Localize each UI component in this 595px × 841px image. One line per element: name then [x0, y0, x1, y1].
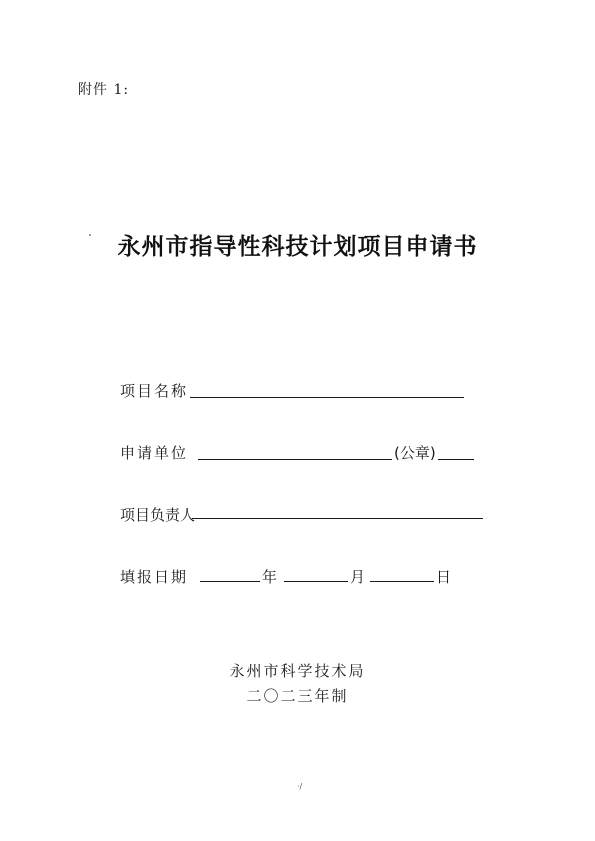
fill-date-label: 填报日期: [120, 568, 189, 586]
day-field[interactable]: [370, 581, 434, 582]
seal-note: (公章): [394, 444, 436, 462]
month-unit: 月: [350, 568, 366, 586]
day-unit: 日: [436, 568, 452, 586]
made-in-year: 二〇二三年制: [246, 687, 349, 705]
month-field[interactable]: [284, 581, 348, 582]
attachment-label: 附件 1:: [78, 82, 130, 98]
project-leader-label: 项目负责人: [120, 506, 196, 524]
issuer-name: 永州市科学技术局: [229, 662, 366, 680]
year-unit: 年: [262, 568, 278, 586]
applicant-unit-label: 申请单位: [120, 444, 189, 462]
footer-mark: ·/: [297, 782, 303, 791]
project-name-field[interactable]: [190, 397, 464, 398]
project-leader-field[interactable]: [192, 518, 483, 519]
document-title: 永州市指导性科技计划项目申请书: [117, 234, 478, 260]
year-field[interactable]: [200, 581, 260, 582]
project-name-label: 项目名称: [120, 382, 189, 400]
